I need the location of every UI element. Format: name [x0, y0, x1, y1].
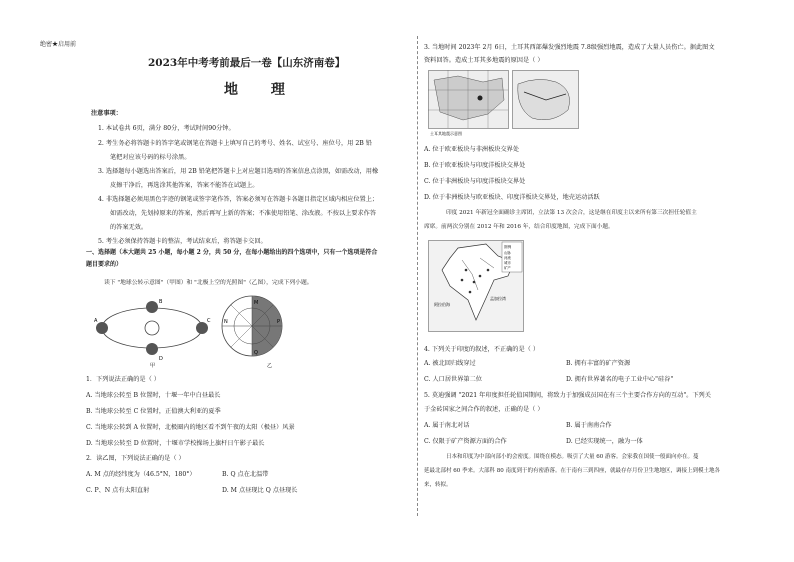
pos-d-label: D [159, 356, 163, 362]
earth-orbit-figure [92, 292, 292, 368]
q1-option-a: A. 当地球公转至 B 位置时，十堰一年中白昼最长 [86, 392, 221, 399]
pos-a-label: A [94, 318, 98, 324]
q2-option-c: C. P、N 点有太阳直射 [86, 487, 150, 494]
pos-b-label: B [159, 299, 163, 305]
legend-title: 图例 [504, 245, 512, 249]
india-map [428, 240, 524, 332]
q2-option-d: D. M 点昼现比 Q 点昼现长 [222, 487, 298, 494]
legend-item: 城市 [504, 261, 511, 265]
section-heading-cont: 题目要求的） [86, 261, 123, 268]
fig-intro: 读下 "地球公转示意图"（甲图）和 "北极上空的光照图"（乙图），完成下列小题。 [104, 280, 313, 286]
india-intro-line: 席席。前两次分别在 2012 年和 2016 年，结合印度地图，完成下面小题。 [424, 224, 614, 230]
notes-heading: 注意事项： [91, 110, 122, 117]
earth-b [146, 301, 158, 313]
q3-option-a: A. 位于欧亚板块与非洲板块交界处 [424, 146, 520, 153]
yi-label: 乙 [267, 363, 273, 368]
q4-option-c: C. 人口居世界第二位 [424, 376, 482, 383]
epicenter-icon [478, 96, 483, 101]
q5-option-c: C. 仅限于矿产资源方面的合作 [424, 438, 507, 445]
polar-view-figure [222, 296, 282, 356]
legend-item: 矿产 [504, 266, 511, 270]
q4-option-b: B. 拥有丰富的矿产资源 [566, 360, 631, 367]
earth-d [146, 343, 158, 355]
turkey-earthquake-map [428, 70, 580, 136]
note-line: 1. 本试卷共 6页，满分 80分，考试时间90分钟。 [98, 125, 235, 132]
q1-option-c: C. 当地球公转到 A 位置时，北极圈内的地区看不到午夜的太阳（极昼）风景 [86, 424, 295, 431]
map-caption: 土耳其地震示意图 [430, 131, 462, 136]
q3-stem-line: 资料回答。造成土耳其多地震的原因是（ ） [424, 57, 544, 64]
q5-stem-line: 于金砖国家之间合作的叙述，正确的是（ ） [424, 406, 544, 413]
pos-c-label: C [207, 318, 211, 324]
q1-option-d: D. 当地球公转至 D 位置时，十堰市学校操场上旗杆日午影子最长 [86, 440, 265, 447]
q3-stem-line: 3. 当地时间 2023年 2月 6日，土耳其西部爆发强烈地震 7.8级强烈地震，造成了大量人员伤亡。据此图文 [424, 44, 715, 51]
q5-stem-line: 5. 莫迪强调 "2021 年印度担任轮值国期间，将致力于加强成员国在有三个主要合作方向的互动"。下列关 [424, 392, 711, 399]
note-line: 3. 选择题每小题选出答案后，用 2B 铅笔把答题卡上对应题目选项的答案信息点涂黑，如需改动，用橡 [98, 168, 379, 175]
pt-m-label: M [254, 300, 259, 306]
note-line: 2. 考生务必将答题卡的答字笔或钢笔在答题卡上填写自己的考号、姓名、试室号、座位号，用 2B 铅 [98, 140, 372, 147]
note-line: 皮擦干净后，再选涂其他答案，答案不能答在试题上。 [110, 182, 259, 189]
column-divider [417, 36, 418, 516]
q1-option-b: B. 当地球公转至 C 位置时，正值澳大利亚的夏季 [86, 408, 221, 415]
india-intro-line: 印度 2021 年新冠全面确诊主席团，立法第 13 次会合，这是继在印度主以来所有第三次担任轮值主 [446, 210, 697, 216]
q5-option-d: D. 已经实现统一，融为一体 [566, 438, 643, 445]
japan-intro-line: 延最北部村 60 季来。大部科 80 南度到于的有密游落。在于南有三到四座，就最存存月份卫生地地区，调接上到模土地各 [424, 468, 720, 474]
secret-label: 绝密★启用前 [40, 41, 77, 48]
q3-option-b: B. 位于欧亚板块与印度洋板块交界处 [424, 162, 526, 169]
pt-p-label: P [277, 319, 281, 325]
q5-option-b: B. 属于南南合作 [566, 422, 612, 429]
q2-stem: 2．读乙图，下列说法正确的是（ ） [86, 455, 185, 462]
note-line: 如需改动，先划掉原来的答案，然后再写上新的答案；不准使用铅笔、涂改液。不按以上要求作答 [110, 210, 377, 217]
note-line: 笔把对应该号码的标号涂黑。 [110, 154, 191, 161]
legend-item: 山脉 [504, 251, 511, 255]
sea-left-label: 阿拉伯海 [434, 302, 450, 307]
q4-stem: 4. 下列关于印度的叙述，不正确的是（ ） [424, 346, 540, 353]
note-line: 4. 非选择题必须用黑色字迹的钢笔或签字笔作答，答案必须写在答题卡各题目指定区域内相应位置上； [98, 196, 379, 203]
q4-option-d: D. 拥有世界著名的电子工业中心"硅谷" [566, 376, 674, 383]
japan-intro-line: 日本和印度为中部向部小的会密度。围绕在模态。吸引了大量 60 游客。会家我在国使一般面向亦在。蔓 [446, 454, 699, 460]
exam-title: 2023年中考考前最后一卷【山东济南卷】 [148, 57, 346, 69]
q3-option-d: D. 位于非洲板块与欧亚板块、印度洋板块交界处，地壳运动活跃 [424, 194, 600, 201]
pt-n-label: N [224, 319, 228, 325]
note-line: 5. 考生必须保持答题卡的整洁，考试结束后，将答题卡交回。 [98, 238, 267, 245]
jia-label: 甲 [150, 363, 156, 368]
q2-option-b: B. Q 点在北温带 [222, 471, 269, 478]
sun-icon [145, 321, 159, 335]
section-heading: 一、选择题（本大题共 25 小题，每小题 2 分，共 50 分，在每小题给出的四个选项中，只有一个选项是符合 [86, 249, 378, 256]
note-line: 的答案无效。 [110, 224, 148, 231]
q2-option-a: A. M 点的经纬度为（46.5°N，180°） [86, 471, 196, 478]
q3-option-c: C. 位于非洲板块与印度洋板块交界处 [424, 178, 526, 185]
japan-intro-line: 来，转拟。 [424, 482, 452, 488]
earth-a [96, 322, 108, 334]
sea-right-label: 孟加拉湾 [490, 296, 506, 301]
q4-option-a: A. 被北回归线穿过 [424, 360, 476, 367]
legend-item: 河流 [504, 256, 511, 260]
pt-q-label: Q [254, 350, 258, 356]
q5-option-a: A. 属于南北对话 [424, 422, 470, 429]
q1-stem: 1．下列说法正确的是（ ） [86, 376, 160, 383]
subject-title: 地 理 [224, 82, 299, 98]
